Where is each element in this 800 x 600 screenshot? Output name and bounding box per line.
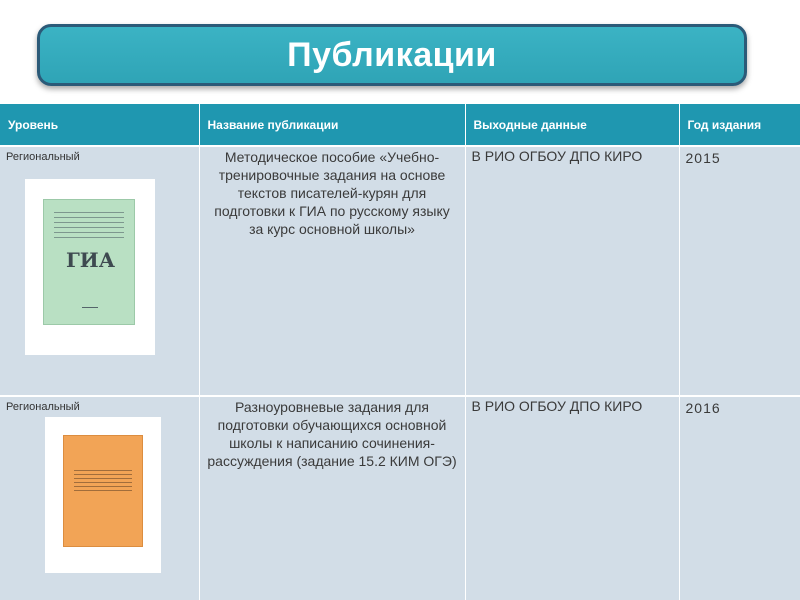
output-cell (465, 396, 679, 600)
page-title-banner (37, 24, 747, 86)
table-header-row (0, 104, 800, 146)
year-text: 2016 (685, 400, 721, 416)
book-cover-image (25, 179, 155, 355)
header-year: Год издания (679, 104, 800, 146)
cover-gia-label: ГИА (66, 248, 115, 272)
publications-table (0, 104, 800, 600)
header-output: Выходные данные (465, 104, 679, 146)
header-name: Название публикации (199, 104, 465, 146)
orange-book-cover (63, 435, 143, 547)
table-row (0, 146, 800, 396)
publication-name-cell (199, 146, 465, 396)
header-level: Уровень (0, 104, 199, 146)
level-text: Региональный (6, 151, 80, 163)
year-text: 2015 (685, 150, 721, 166)
page-title: Публикации (287, 35, 497, 74)
year-cell (679, 146, 800, 396)
table-row (0, 396, 800, 600)
green-book-cover (43, 199, 135, 325)
level-cell (0, 146, 199, 396)
book-cover-image (45, 417, 161, 573)
output-text: В РИО ОГБОУ ДПО КИРО (471, 398, 643, 414)
output-cell (465, 146, 679, 396)
year-cell (679, 396, 800, 600)
publication-name-cell (199, 396, 465, 600)
publication-name: Разноуровневые задания для подготовки обучающихся основной школы к написанию сочинения-рассуждения (задание 15.2 КИМ ОГЭ) (207, 399, 457, 469)
level-cell (0, 396, 199, 600)
level-text: Региональный (6, 401, 80, 413)
publication-name: Методическое пособие «Учебно-тренировочные задания на основе текстов писателей-курян для подготовки к ГИА по русскому языку за курс основной школы» (214, 149, 450, 237)
output-text: В РИО ОГБОУ ДПО КИРО (471, 148, 643, 164)
